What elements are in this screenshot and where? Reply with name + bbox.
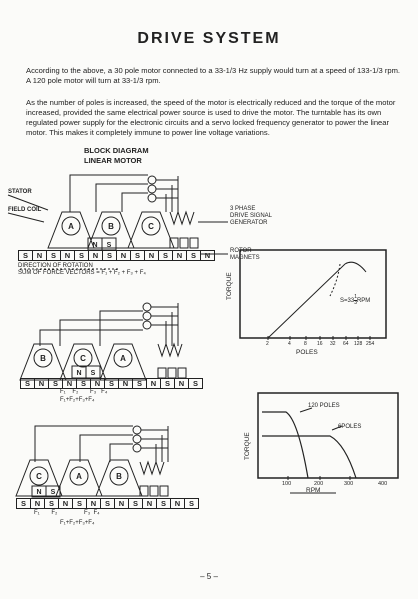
magnet-pole: S xyxy=(73,499,87,508)
force-f4: F₄ xyxy=(101,389,108,395)
label-rotor-2: MAGNETS xyxy=(230,255,260,261)
graph2-curve1-label: 120 POLES xyxy=(308,403,340,409)
coil-label-2-1: B xyxy=(40,354,46,363)
graph1-tick-3: 16 xyxy=(317,341,323,347)
magnet-center-n-2: N xyxy=(76,370,82,377)
magnet-pole: N xyxy=(35,379,49,388)
sum-label-3: F₁+F₂+F₃+F₄ xyxy=(60,520,95,526)
magnet-pole: N xyxy=(175,379,189,388)
magnet-pole: S xyxy=(77,379,91,388)
force-f1: F₁ xyxy=(60,389,66,395)
magnet-center-s-3: S xyxy=(50,489,56,496)
graph1-tick-6: 128 xyxy=(354,341,363,347)
label-field-coil: FIELD COIL xyxy=(8,207,42,213)
force-labels-2 xyxy=(60,389,107,396)
coil-label-1-2: B xyxy=(108,222,114,231)
coil-label-3-1: C xyxy=(36,472,42,481)
magnet-pole: N xyxy=(61,251,75,260)
magnet-strip-1 xyxy=(18,250,215,261)
magnet-pole: S xyxy=(129,499,143,508)
coil-label-2-3: A xyxy=(120,354,126,363)
magnet-pole: S xyxy=(19,251,33,260)
magnet-pole: S xyxy=(21,379,35,388)
magnet-strip-2 xyxy=(20,378,203,389)
magnet-pole: S xyxy=(159,251,173,260)
graph1-tick-7: 254 xyxy=(366,341,375,347)
graph1-ylabel: TORQUE xyxy=(226,272,233,300)
graph1-annotation-prefix: S=33 xyxy=(340,298,355,305)
magnet-pole: S xyxy=(17,499,31,508)
magnet-pole: N xyxy=(63,379,77,388)
graph1-tick-5: 64 xyxy=(343,341,349,347)
magnet-pole: S xyxy=(188,499,194,508)
magnet-pole: S xyxy=(157,499,171,508)
graph1-tick-2: 8 xyxy=(304,341,307,347)
graph2-tick-2: 300 xyxy=(344,481,354,487)
label-stator: STATOR xyxy=(8,189,32,195)
graph2-ylabel: TORQUE xyxy=(244,432,251,460)
label-direction: DIRECTION OF ROTATION xyxy=(18,263,93,269)
label-three-phase-2: DRIVE SIGNAL xyxy=(230,213,273,219)
force-f3: F₃ xyxy=(84,510,91,516)
page-title: DRIVE SYSTEM xyxy=(137,30,281,47)
magnet-strip-3 xyxy=(16,498,199,509)
paragraph-1: According to the above, a 30 pole motor connected to a 33-1/3 Hz supply would turn at a speed of 133-1/3 rpm. A 120 pole motor will turn at 33-1/3 rpm. xyxy=(26,66,401,85)
force-f3: F₃ xyxy=(90,389,97,395)
force-labels-3 xyxy=(34,510,100,517)
magnet-pole: N xyxy=(147,379,161,388)
magnet-pole: S xyxy=(47,251,61,260)
magnet-pole: N xyxy=(145,251,159,260)
graph1-annotation xyxy=(340,295,370,306)
coil-label-2-2: C xyxy=(80,354,86,363)
magnet-center-n-3: N xyxy=(36,489,42,496)
label-sum-vectors: SUM OF FORCE VECTORS = F₁ + F₂ + F₃ + F₄ xyxy=(18,270,146,276)
block-diagram-title-line2: LINEAR MOTOR xyxy=(84,156,142,165)
graph1-annotation-denominator: 3 xyxy=(354,300,357,306)
magnet-pole: S xyxy=(101,499,115,508)
block-diagram-title-line1: BLOCK DIAGRAM xyxy=(84,146,149,155)
magnet-pole: S xyxy=(131,251,145,260)
coil-label-1-1: A xyxy=(68,222,74,231)
graph2-xlabel: RPM xyxy=(306,487,321,494)
magnet-pole: S xyxy=(75,251,89,260)
label-three-phase xyxy=(230,206,272,227)
magnet-pole: S xyxy=(105,379,119,388)
force-f4: F₄ xyxy=(93,510,100,516)
magnet-pole: N xyxy=(119,379,133,388)
magnet-pole: N xyxy=(31,499,45,508)
motor-diagram-2 xyxy=(20,303,186,380)
paragraph-2: As the number of poles is increased, the speed of the motor is electrically reduced and the torque of the motor increased, provided the same electrical power source is used to drive the motor. The turntable has its own regulated power supply for the electronic circuits and a servo locked frequency generator to power the linear motor. This makes it completely immune to power line voltage variations. xyxy=(26,98,396,137)
graph1-tick-4: 32 xyxy=(330,341,336,347)
coil-label-3-2: A xyxy=(76,472,82,481)
magnet-pole: S xyxy=(187,251,201,260)
force-f1: F₁ xyxy=(34,510,40,516)
magnet-pole: N xyxy=(87,499,101,508)
graph1-xlabel: POLES xyxy=(296,349,318,356)
coil-label-1-3: C xyxy=(148,222,154,231)
graph2-tick-0: 100 xyxy=(282,481,292,487)
force-f2: F₂ xyxy=(51,510,58,516)
magnet-pole: N xyxy=(115,499,129,508)
graph1-annotation-suffix: RPM xyxy=(356,298,371,305)
motor-diagram-3 xyxy=(16,426,168,497)
magnet-center-s-2: S xyxy=(90,370,96,377)
magnet-pole: N xyxy=(117,251,131,260)
magnet-pole: S xyxy=(192,379,198,388)
magnet-pole: S xyxy=(45,499,59,508)
magnet-center-s-1: S xyxy=(106,242,112,249)
magnet-pole: N xyxy=(143,499,157,508)
magnet-pole: N xyxy=(59,499,73,508)
graph2-tick-3: 400 xyxy=(378,481,388,487)
magnet-pole: N xyxy=(171,499,185,508)
graph2-tick-1: 200 xyxy=(314,481,324,487)
graph1-annotation-numerator: 1 xyxy=(354,294,357,300)
magnet-pole: S xyxy=(133,379,147,388)
sum-label-2: F₁+F₂+F₃+F₄ xyxy=(60,397,95,403)
magnet-pole: N xyxy=(33,251,47,260)
force-f2: F₂ xyxy=(72,389,79,395)
page-number: – 5 – xyxy=(200,572,218,581)
magnet-pole: S xyxy=(161,379,175,388)
magnet-pole: S xyxy=(103,251,117,260)
graph1-tick-1: 4 xyxy=(288,341,291,347)
magnet-pole: S xyxy=(49,379,63,388)
magnet-center-n-1: N xyxy=(92,242,98,249)
label-rotor-magnets xyxy=(230,248,260,262)
graph2-curve2-label: 6POLES xyxy=(338,424,362,430)
magnet-pole: N xyxy=(89,251,103,260)
graph1-tick-0: 2 xyxy=(266,341,269,347)
magnet-pole: N xyxy=(204,251,211,260)
label-rotor-1: ROTOR xyxy=(230,248,252,254)
label-three-phase-1: 3 PHASE xyxy=(230,206,256,212)
magnet-pole: N xyxy=(173,251,187,260)
coil-label-3-3: B xyxy=(116,472,122,481)
label-three-phase-3: GENERATOR xyxy=(230,220,268,226)
magnet-pole: N xyxy=(91,379,105,388)
